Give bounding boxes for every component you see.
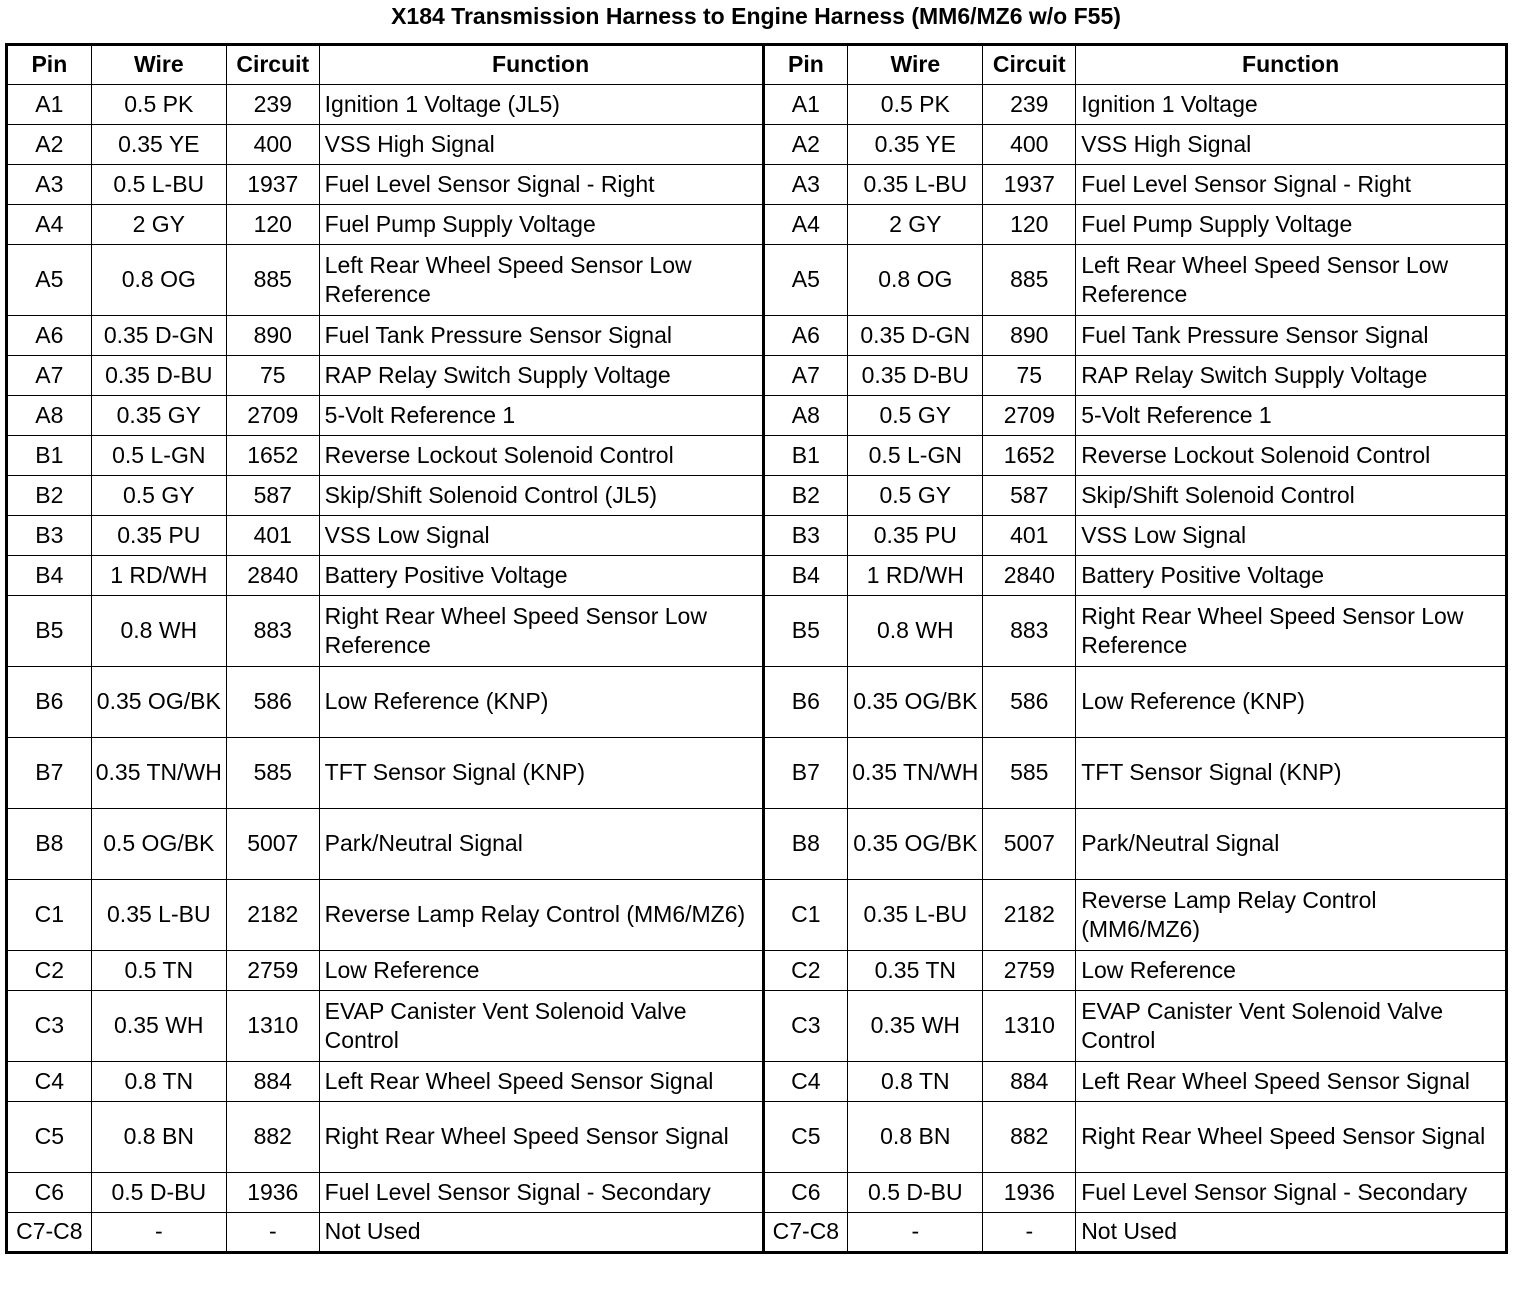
right-pin-cell: C3 (763, 991, 848, 1062)
left-function-cell: Not Used (319, 1213, 763, 1253)
right-pin-cell: A4 (763, 205, 848, 245)
left-pin-cell: C5 (7, 1102, 92, 1173)
right-function-cell: RAP Relay Switch Supply Voltage (1076, 356, 1507, 396)
right-function-cell: Low Reference (1076, 951, 1507, 991)
right-pin-cell: A1 (763, 85, 848, 125)
left-pin-cell: B1 (7, 436, 92, 476)
right-pin-cell: C7-C8 (763, 1213, 848, 1253)
right-pin-cell: B8 (763, 809, 848, 880)
left-circuit-cell: 2709 (226, 396, 319, 436)
right-circuit-cell: 1652 (983, 436, 1076, 476)
left-pin-cell: C3 (7, 991, 92, 1062)
left-pin-cell: B8 (7, 809, 92, 880)
table-row (7, 245, 1507, 316)
right-function-cell: Reverse Lockout Solenoid Control (1076, 436, 1507, 476)
left-circuit-cell: 890 (226, 316, 319, 356)
left-circuit-cell: 2840 (226, 556, 319, 596)
right-wire-cell: 0.8 TN (848, 1062, 983, 1102)
left-circuit-cell: 883 (226, 596, 319, 667)
table-row (7, 356, 1507, 396)
right-circuit-cell: - (983, 1213, 1076, 1253)
right-pin-cell: B1 (763, 436, 848, 476)
left-wire-cell: 0.35 YE (91, 125, 226, 165)
left-pin-cell: B6 (7, 667, 92, 738)
left-wire-cell: 0.8 WH (91, 596, 226, 667)
left-circuit-cell: 587 (226, 476, 319, 516)
right-wire-cell: 0.5 GY (848, 476, 983, 516)
right-pin-cell: C4 (763, 1062, 848, 1102)
left-pin-cell: B7 (7, 738, 92, 809)
right-function-cell: 5-Volt Reference 1 (1076, 396, 1507, 436)
right-function-cell: Park/Neutral Signal (1076, 809, 1507, 880)
right-circuit-cell: 401 (983, 516, 1076, 556)
right-wire-cell: 0.35 PU (848, 516, 983, 556)
left-circuit-cell: 585 (226, 738, 319, 809)
left-wire-cell: 0.35 D-BU (91, 356, 226, 396)
left-wire-cell: 0.5 TN (91, 951, 226, 991)
right-pin-cell: C5 (763, 1102, 848, 1173)
left-circuit-cell: 401 (226, 516, 319, 556)
left-function-cell: Fuel Level Sensor Signal - Secondary (319, 1173, 763, 1213)
right-pin-cell: C1 (763, 880, 848, 951)
right-pin-cell: B5 (763, 596, 848, 667)
left-circuit-cell: - (226, 1213, 319, 1253)
right-wire-cell: 0.35 D-GN (848, 316, 983, 356)
left-pin-cell: B4 (7, 556, 92, 596)
table-row (7, 1102, 1507, 1173)
table-row (7, 738, 1507, 809)
right-function-cell: Left Rear Wheel Speed Sensor Low Reference (1076, 245, 1507, 316)
left-pin-cell: A8 (7, 396, 92, 436)
right-wire-cell: 0.35 WH (848, 991, 983, 1062)
header-circuit: Circuit (226, 45, 319, 85)
left-function-cell: VSS Low Signal (319, 516, 763, 556)
right-circuit-cell: 2182 (983, 880, 1076, 951)
right-function-cell: Ignition 1 Voltage (1076, 85, 1507, 125)
right-function-cell: EVAP Canister Vent Solenoid Valve Control (1076, 991, 1507, 1062)
header-wire: Wire (91, 45, 226, 85)
right-function-cell: Not Used (1076, 1213, 1507, 1253)
table-row (7, 85, 1507, 125)
left-function-cell: Fuel Tank Pressure Sensor Signal (319, 316, 763, 356)
right-circuit-cell: 400 (983, 125, 1076, 165)
left-circuit-cell: 1936 (226, 1173, 319, 1213)
right-circuit-cell: 585 (983, 738, 1076, 809)
left-pin-cell: A5 (7, 245, 92, 316)
right-circuit-cell: 2840 (983, 556, 1076, 596)
left-wire-cell: 0.5 L-BU (91, 165, 226, 205)
left-circuit-cell: 239 (226, 85, 319, 125)
left-function-cell: Fuel Pump Supply Voltage (319, 205, 763, 245)
right-function-cell: Fuel Level Sensor Signal - Right (1076, 165, 1507, 205)
left-pin-cell: B5 (7, 596, 92, 667)
right-circuit-cell: 885 (983, 245, 1076, 316)
right-circuit-cell: 120 (983, 205, 1076, 245)
right-circuit-cell: 75 (983, 356, 1076, 396)
right-wire-cell: 0.35 L-BU (848, 880, 983, 951)
right-pin-cell: B6 (763, 667, 848, 738)
right-function-cell: TFT Sensor Signal (KNP) (1076, 738, 1507, 809)
right-circuit-cell: 1936 (983, 1173, 1076, 1213)
right-wire-cell: 1 RD/WH (848, 556, 983, 596)
left-wire-cell: 0.5 L-GN (91, 436, 226, 476)
table-row (7, 809, 1507, 880)
table-row (7, 125, 1507, 165)
right-pin-cell: C6 (763, 1173, 848, 1213)
right-function-cell: VSS Low Signal (1076, 516, 1507, 556)
right-wire-cell: 2 GY (848, 205, 983, 245)
left-pin-cell: B2 (7, 476, 92, 516)
right-circuit-cell: 1937 (983, 165, 1076, 205)
right-wire-cell: 0.35 L-BU (848, 165, 983, 205)
left-function-cell: Low Reference (319, 951, 763, 991)
left-wire-cell: 0.35 WH (91, 991, 226, 1062)
left-function-cell: Left Rear Wheel Speed Sensor Signal (319, 1062, 763, 1102)
right-wire-cell: 0.35 YE (848, 125, 983, 165)
left-wire-cell: 0.35 L-BU (91, 880, 226, 951)
header-circuit: Circuit (983, 45, 1076, 85)
right-pin-cell: A6 (763, 316, 848, 356)
left-function-cell: Reverse Lockout Solenoid Control (319, 436, 763, 476)
right-circuit-cell: 883 (983, 596, 1076, 667)
table-row (7, 316, 1507, 356)
header-pin: Pin (7, 45, 92, 85)
right-wire-cell: 0.8 WH (848, 596, 983, 667)
left-wire-cell: 0.8 TN (91, 1062, 226, 1102)
left-pin-cell: C4 (7, 1062, 92, 1102)
left-function-cell: TFT Sensor Signal (KNP) (319, 738, 763, 809)
left-circuit-cell: 884 (226, 1062, 319, 1102)
left-circuit-cell: 2182 (226, 880, 319, 951)
right-pin-cell: B7 (763, 738, 848, 809)
left-function-cell: EVAP Canister Vent Solenoid Valve Control (319, 991, 763, 1062)
right-wire-cell: 0.35 TN (848, 951, 983, 991)
right-pin-cell: A3 (763, 165, 848, 205)
left-pin-cell: A3 (7, 165, 92, 205)
left-function-cell: Right Rear Wheel Speed Sensor Low Reference (319, 596, 763, 667)
right-function-cell: Fuel Tank Pressure Sensor Signal (1076, 316, 1507, 356)
table-row (7, 991, 1507, 1062)
right-wire-cell: 0.35 OG/BK (848, 809, 983, 880)
page-title: X184 Transmission Harness to Engine Harness (MM6/MZ6 w/o F55) (391, 3, 1121, 29)
right-wire-cell: 0.5 D-BU (848, 1173, 983, 1213)
header-function: Function (319, 45, 763, 85)
left-wire-cell: 0.5 PK (91, 85, 226, 125)
left-wire-cell: 0.35 D-GN (91, 316, 226, 356)
right-function-cell: Skip/Shift Solenoid Control (1076, 476, 1507, 516)
table-row (7, 880, 1507, 951)
left-circuit-cell: 5007 (226, 809, 319, 880)
right-function-cell: Right Rear Wheel Speed Sensor Signal (1076, 1102, 1507, 1173)
left-function-cell: Left Rear Wheel Speed Sensor Low Reference (319, 245, 763, 316)
table-row (7, 396, 1507, 436)
table-row (7, 1213, 1507, 1253)
left-pin-cell: A1 (7, 85, 92, 125)
left-function-cell: Reverse Lamp Relay Control (MM6/MZ6) (319, 880, 763, 951)
left-pin-cell: C2 (7, 951, 92, 991)
left-circuit-cell: 1652 (226, 436, 319, 476)
left-function-cell: Low Reference (KNP) (319, 667, 763, 738)
table-row (7, 516, 1507, 556)
right-pin-cell: C2 (763, 951, 848, 991)
table-row (7, 667, 1507, 738)
left-circuit-cell: 1937 (226, 165, 319, 205)
left-wire-cell: 0.5 OG/BK (91, 809, 226, 880)
right-wire-cell: 0.8 BN (848, 1102, 983, 1173)
right-circuit-cell: 890 (983, 316, 1076, 356)
header-wire: Wire (848, 45, 983, 85)
right-circuit-cell: 2709 (983, 396, 1076, 436)
left-pin-cell: C7-C8 (7, 1213, 92, 1253)
left-circuit-cell: 882 (226, 1102, 319, 1173)
left-function-cell: RAP Relay Switch Supply Voltage (319, 356, 763, 396)
left-wire-cell: 0.35 OG/BK (91, 667, 226, 738)
left-pin-cell: A2 (7, 125, 92, 165)
right-circuit-cell: 5007 (983, 809, 1076, 880)
right-wire-cell: 0.8 OG (848, 245, 983, 316)
right-function-cell: Reverse Lamp Relay Control (MM6/MZ6) (1076, 880, 1507, 951)
right-pin-cell: A2 (763, 125, 848, 165)
table-row (7, 1062, 1507, 1102)
table-row (7, 205, 1507, 245)
right-function-cell: Fuel Level Sensor Signal - Secondary (1076, 1173, 1507, 1213)
right-pin-cell: A8 (763, 396, 848, 436)
right-function-cell: Fuel Pump Supply Voltage (1076, 205, 1507, 245)
left-pin-cell: B3 (7, 516, 92, 556)
header-function: Function (1076, 45, 1507, 85)
right-function-cell: Left Rear Wheel Speed Sensor Signal (1076, 1062, 1507, 1102)
right-function-cell: Low Reference (KNP) (1076, 667, 1507, 738)
table-row (7, 596, 1507, 667)
left-circuit-cell: 2759 (226, 951, 319, 991)
left-function-cell: Fuel Level Sensor Signal - Right (319, 165, 763, 205)
left-wire-cell: 0.5 GY (91, 476, 226, 516)
left-circuit-cell: 400 (226, 125, 319, 165)
right-wire-cell: - (848, 1213, 983, 1253)
left-wire-cell: 1 RD/WH (91, 556, 226, 596)
right-wire-cell: 0.35 TN/WH (848, 738, 983, 809)
table-row (7, 165, 1507, 205)
left-pin-cell: A7 (7, 356, 92, 396)
left-circuit-cell: 885 (226, 245, 319, 316)
left-function-cell: Skip/Shift Solenoid Control (JL5) (319, 476, 763, 516)
left-circuit-cell: 586 (226, 667, 319, 738)
header-pin: Pin (763, 45, 848, 85)
right-wire-cell: 0.5 PK (848, 85, 983, 125)
left-circuit-cell: 120 (226, 205, 319, 245)
left-function-cell: Right Rear Wheel Speed Sensor Signal (319, 1102, 763, 1173)
left-wire-cell: 0.5 D-BU (91, 1173, 226, 1213)
left-pin-cell: C1 (7, 880, 92, 951)
pinout-table (5, 43, 1508, 1254)
right-circuit-cell: 586 (983, 667, 1076, 738)
left-wire-cell: 0.8 BN (91, 1102, 226, 1173)
left-pin-cell: A6 (7, 316, 92, 356)
right-pin-cell: B3 (763, 516, 848, 556)
left-function-cell: Park/Neutral Signal (319, 809, 763, 880)
table-header-row (7, 45, 1507, 85)
table-row (7, 556, 1507, 596)
left-function-cell: 5-Volt Reference 1 (319, 396, 763, 436)
left-wire-cell: - (91, 1213, 226, 1253)
left-wire-cell: 0.35 PU (91, 516, 226, 556)
right-circuit-cell: 1310 (983, 991, 1076, 1062)
right-wire-cell: 0.5 L-GN (848, 436, 983, 476)
left-circuit-cell: 75 (226, 356, 319, 396)
table-row (7, 1173, 1507, 1213)
left-wire-cell: 0.35 GY (91, 396, 226, 436)
table-row (7, 436, 1507, 476)
left-function-cell: Ignition 1 Voltage (JL5) (319, 85, 763, 125)
left-wire-cell: 0.8 OG (91, 245, 226, 316)
right-function-cell: VSS High Signal (1076, 125, 1507, 165)
left-function-cell: Battery Positive Voltage (319, 556, 763, 596)
right-function-cell: Battery Positive Voltage (1076, 556, 1507, 596)
left-wire-cell: 0.35 TN/WH (91, 738, 226, 809)
left-pin-cell: A4 (7, 205, 92, 245)
right-circuit-cell: 884 (983, 1062, 1076, 1102)
table-row (7, 951, 1507, 991)
right-pin-cell: A5 (763, 245, 848, 316)
left-pin-cell: C6 (7, 1173, 92, 1213)
right-function-cell: Right Rear Wheel Speed Sensor Low Reference (1076, 596, 1507, 667)
right-circuit-cell: 2759 (983, 951, 1076, 991)
right-pin-cell: A7 (763, 356, 848, 396)
right-wire-cell: 0.35 D-BU (848, 356, 983, 396)
table-row (7, 476, 1507, 516)
right-circuit-cell: 239 (983, 85, 1076, 125)
right-circuit-cell: 587 (983, 476, 1076, 516)
right-wire-cell: 0.5 GY (848, 396, 983, 436)
right-pin-cell: B2 (763, 476, 848, 516)
right-pin-cell: B4 (763, 556, 848, 596)
right-wire-cell: 0.35 OG/BK (848, 667, 983, 738)
left-circuit-cell: 1310 (226, 991, 319, 1062)
left-function-cell: VSS High Signal (319, 125, 763, 165)
left-wire-cell: 2 GY (91, 205, 226, 245)
right-circuit-cell: 882 (983, 1102, 1076, 1173)
